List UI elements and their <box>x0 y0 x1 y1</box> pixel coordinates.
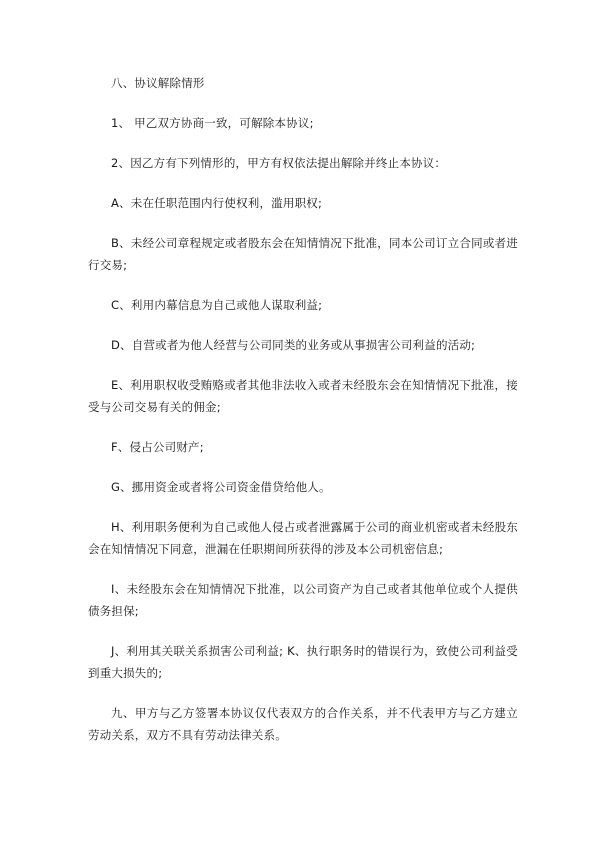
clause-2-item-d: D、自营或者为他人经营与公司同类的业务或从事损害公司利益的活动; <box>111 338 476 352</box>
clause-2-item-i: I、未经股东会在知情情况下批准，以公司资产为自己或者其他单位或个人提供债务担保; <box>88 582 518 618</box>
clause-2-item-a: A、未在任职范围内行使权利，滥用职权; <box>111 196 323 210</box>
clause-2-item-c: C、利用内幕信息为自己或他人谋取利益; <box>111 298 323 312</box>
document-body <box>88 72 518 764</box>
clause-2-item-e: E、利用职权收受贿赂或者其他非法收入或者未经股东会在知情情况下批准，接受与公司交易有关的佣金; <box>88 378 518 414</box>
section-heading-8: 八、协议解除情形 <box>111 76 205 90</box>
clause-1: 1、 甲乙双方协商一致，可解除本协议; <box>111 116 314 130</box>
clause-2-item-f: F、侵占公司财产; <box>111 440 204 454</box>
section-9: 九、甲方与乙方签署本协议仅代表双方的合作关系，并不代表甲方与乙方建立劳动关系，双方不具有劳动法律关系。 <box>88 706 518 742</box>
clause-2: 2、因乙方有下列情形的，甲方有权依法提出解除并终止本协议： <box>111 156 447 170</box>
clause-2-item-g: G、挪用资金或者将公司资金借贷给他人。 <box>111 480 331 494</box>
clause-2-item-j-k: J、利用其关联关系损害公司利益; K、执行职务时的错误行为，致使公司利益受到重大损失的; <box>88 644 518 680</box>
clause-2-item-b: B、未经公司章程规定或者股东会在知情情况下批准，同本公司订立合同或者进行交易; <box>88 236 518 272</box>
clause-2-item-h: H、利用职务便利为自己或他人侵占或者泄露属于公司的商业机密或者未经股东会在知情情况下同意，泄漏在任职期间所获得的涉及本公司机密信息; <box>88 520 518 556</box>
